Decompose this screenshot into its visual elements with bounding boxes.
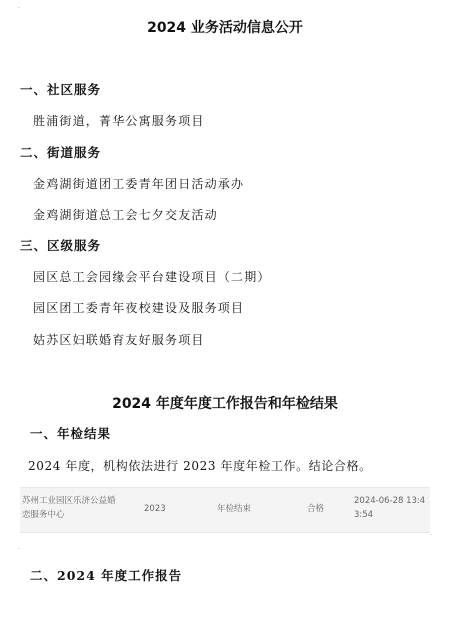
check-time-line2: 3:54 <box>354 510 374 520</box>
annual-check-table <box>20 487 430 533</box>
list-item: 金鸡湖街道总工会七夕交友活动 <box>33 208 218 222</box>
org-name-line1: 苏州工业园区乐济公益婚 <box>22 496 116 506</box>
corner-mark: . <box>18 544 20 551</box>
org-name-line2: 恋服务中心 <box>22 510 65 520</box>
check-result: 合格 <box>307 504 325 514</box>
annual-check-text: 2024 年度，机构依法进行 2023 年度年检工作。结论合格。 <box>28 459 372 473</box>
section-heading-community: 一、社区服务 <box>20 82 102 97</box>
report-title: 2024 年度年度工作报告和年检结果 <box>112 396 338 412</box>
list-item: 姑苏区妇联婚育友好服务项目 <box>33 333 205 347</box>
list-item: 胜浦街道，菁华公寓服务项目 <box>33 114 205 128</box>
page-title: 2024 业务活动信息公开 <box>147 20 303 36</box>
section-heading-district: 三、区级服务 <box>20 238 102 253</box>
list-item: 园区团工委青年夜校建设及服务项目 <box>33 301 245 315</box>
corner-mark: . <box>430 530 432 537</box>
annual-check-heading: 一、年检结果 <box>30 426 112 441</box>
check-type: 年检结束 <box>217 504 252 514</box>
list-item: 园区总工会园缘会平台建设项目（二期） <box>33 270 271 284</box>
work-report-heading: 二、2024 年度工作报告 <box>30 568 183 583</box>
list-item: 金鸡湖街道团工委青年团日活动承办 <box>33 177 245 191</box>
section-heading-street: 二、街道服务 <box>20 145 102 160</box>
corner-mark: . <box>18 3 20 10</box>
check-year: 2023 <box>144 504 166 514</box>
check-time-line1: 2024-06-28 13:4 <box>354 496 426 506</box>
